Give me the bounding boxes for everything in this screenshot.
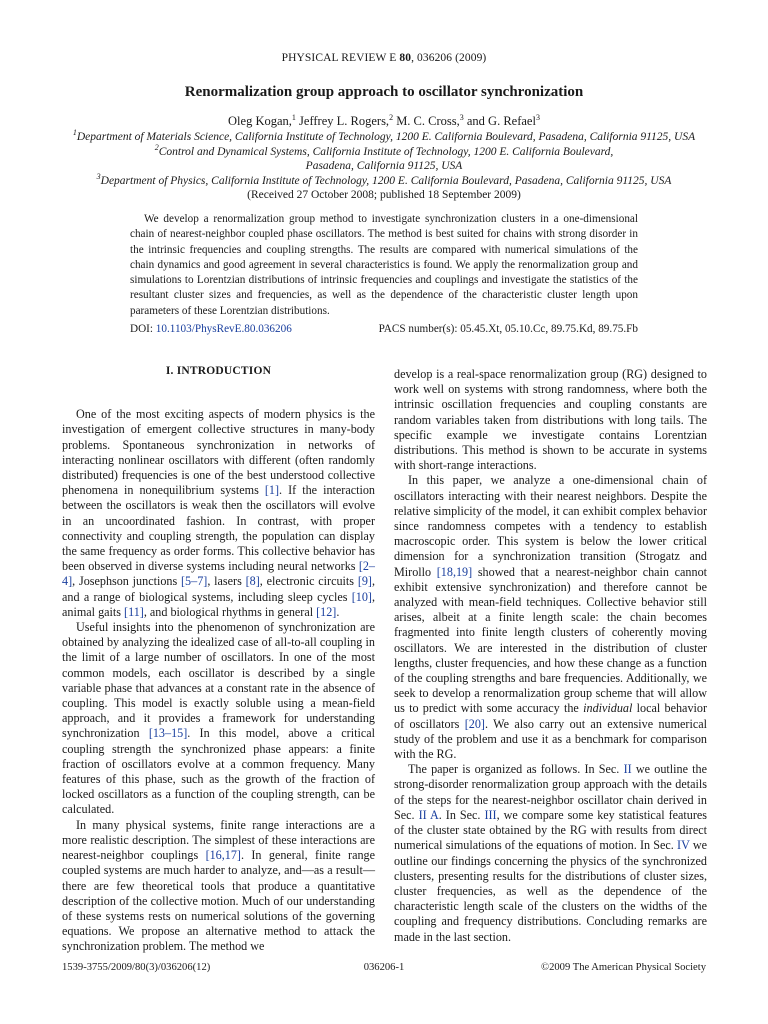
citation-link[interactable]: [5–7] (181, 574, 208, 589)
author-affiliation-mark: 3 (459, 112, 464, 122)
paragraph-text: , Josephson junctions (72, 574, 182, 589)
affiliation-number: 2 (154, 142, 159, 152)
paragraph-text: , animal gaits (62, 589, 375, 619)
paragraph-text: . In general, finite range coupled systems are much harder to analyze, and—as a result—there are few theoretical tools that produce a quantitative description of the collective motion. Much of our understanding of these systems rests on numerical solutions of the governing equations. We propose an alternative method to attack the synchronization problem. The method we (62, 848, 375, 954)
affiliation-number: 3 (96, 171, 101, 181)
paragraph-text: . In this model, above a critical coupling strength the synchronized phase appears: a finite fraction of oscillators evolve at a common frequency. Many features of this phase, such as the growth of the fraction of locked oscillators as a function of the coupling strength, can be calculated. (62, 726, 375, 817)
paragraph-text: , electronic circuits (259, 574, 358, 589)
doi (130, 323, 292, 335)
paragraph-text: local behavior of oscillators (394, 701, 707, 731)
journal-header (0, 52, 768, 64)
body-paragraph (394, 473, 707, 762)
paragraph-text: The paper is organized as follows. In Sec. (408, 762, 624, 777)
citation-link[interactable]: II A (418, 807, 439, 822)
author-list (0, 114, 768, 129)
paragraph-text: . (336, 604, 340, 619)
left-column (62, 364, 375, 955)
citation-link[interactable]: [12] (316, 604, 337, 619)
right-column-body (394, 367, 707, 945)
paper-title: Renormalization group approach to oscillator synchronization (184, 84, 584, 100)
affiliation-2-continued: Pasadena, California 91125, USA (305, 160, 463, 173)
footer-copyright: ©2009 The American Physical Society (541, 962, 706, 973)
received-date: (Received 27 October 2008; published 18 September 2009) (247, 189, 521, 202)
affiliations (0, 130, 768, 203)
footer-page-number: 036206-1 (363, 962, 405, 973)
page-footer (62, 962, 706, 976)
body-paragraph (62, 407, 375, 620)
citation-link[interactable]: [11] (124, 604, 144, 619)
author-name: and G. Refael (463, 114, 536, 128)
author-name: Jeffrey L. Rogers, (295, 114, 390, 128)
paragraph-text: , lasers (207, 574, 246, 589)
body-paragraph (394, 367, 707, 473)
affiliation-number: 1 (72, 128, 77, 138)
journal-article-number: , 036206 (2009) (411, 52, 487, 64)
paragraph-text: develop is a real-space renormalization group (RG) designed to work well on systems with strong randomness, where both the intrinsic oscillation frequencies and coupling constants are random variables taken from distributions with long tails. The specific example we investigate contains Lorentzian distributions. This method is shown to be accurate in systems with short-range interactions. (394, 367, 707, 473)
body-paragraph (62, 620, 375, 818)
paragraph-text: Useful insights into the phenomenon of synchronization are obtained by analyzing the idealized case of all-to-all coupling in the limit of a large number of oscillators. In one of the most common models, each oscillator is described by a single variable phase that advances at a constant rate in the absence of coupling. This model is exactly soluble using a mean-field approach, and it provides a framework for understanding synchronization (62, 620, 375, 741)
emphasis-text: individual (583, 701, 633, 716)
affiliation-2 (0, 142, 768, 160)
paragraph-text: showed that a nearest-neighbor chain cannot exhibit extensive synchronization) and therefore cannot be analyzed with mean-field techniques. Collective behavior still arises, albeit at a finite length scale: the chain becomes fragmented into finite length clusters of coherently moving oscillators. We are interested in the distribution of cluster lengths, cluster frequencies, and how these change as a function of the coupling strengths and bare frequencies. Additionally, we seek to develop a renormalization group scheme that will allow us to predict with some accuracy the (394, 564, 708, 716)
footer-issn: 1539-3755/2009/80(3)/036206(12) (62, 962, 211, 973)
citation-link[interactable]: [10] (351, 589, 372, 604)
right-column (394, 367, 707, 945)
citation-link[interactable]: [18,19] (436, 564, 473, 579)
author-affiliation-mark: 1 (291, 112, 296, 122)
paragraph-text: . We also carry out an extensive numerical study of the problem and use it as a benchmark for comparison with the RG. (394, 716, 707, 762)
left-column-body (62, 407, 375, 954)
paragraph-text: we outline the strong-disorder renormalization group approach with the details of the steps for the nearest-neighbor oscillator chain derived in Sec. (394, 762, 708, 822)
affiliation-text: Department of Materials Science, California Institute of Technology, 1200 E. California Boulevard, Pasadena, California 91125, USA (76, 131, 696, 143)
author-affiliation-mark: 3 (535, 112, 540, 122)
journal-name: PHYSICAL REVIEW E (281, 52, 400, 64)
paragraph-text: . If the interaction between the oscillators is weak then the oscillators will evolve in an uncoordinated fashion. In contrast, with proper connectivity and coupling strength, the population can display the same frequency as order forms. This collective behavior has been observed in diverse systems including neural networks (62, 483, 375, 574)
paragraph-text: . In Sec. (438, 807, 485, 822)
author-name: Oleg Kogan, (228, 114, 292, 128)
body-paragraph (394, 762, 707, 944)
citation-link[interactable]: [20] (464, 716, 485, 731)
paragraph-text: One of the most exciting aspects of modern physics is the investigation of emergent collective structures in many-body problems. Spontaneous synchronization in networks of interacting nonlinear oscillators with different (often randomly distributed) frequencies is one of the best understood collective phenomena in nonequilibrium systems (62, 407, 375, 498)
citation-link[interactable]: [9] (357, 574, 372, 589)
paragraph-text: we outline our findings concerning the physics of the synchronized clusters, presenting results for the distributions of cluster sizes, cluster frequencies, as well as the dependence of the characteristic length scale of the clusters on the widths of the coupling and frequency distributions. Concluding remarks are made in the last section. (394, 838, 707, 944)
paragraph-text: In many physical systems, finite range interactions are a more realistic description. The simplest of these interactions are nearest-neighbor couplings (62, 817, 375, 863)
citation-link[interactable]: III (484, 807, 497, 822)
journal-volume: 80 (399, 52, 412, 64)
citation-link[interactable]: [16,17] (205, 848, 241, 863)
citation-link[interactable]: [13–15] (148, 726, 188, 741)
affiliation-1 (0, 130, 768, 145)
author-affiliation-mark: 2 (389, 112, 394, 122)
citation-link[interactable]: IV (677, 838, 690, 853)
abstract: We develop a renormalization group method to investigate synchronization clusters in a one-dimensional chain of nearest-neighbor coupled phase oscillators. The method is best suited for chains with strong disorder in the intrinsic frequencies and coupling strengths. The results are compared with numerical simulations of the chain dynamics and good agreement in several characteristics is found. We apply the renormalization group and simulations to Lorentzian distributions of intrinsic frequencies and couplings and investigate the statistics of the resultant cluster sizes and frequencies, as well as the dependence of the characteristic cluster length upon parameters of these Lorentzian distributions. (130, 213, 638, 317)
affiliation-3 (0, 171, 768, 189)
citation-link[interactable]: [1] (264, 483, 280, 498)
affiliation-text: Control and Dynamical Systems, California Institute of Technology, 1200 E. California Boulevard, (158, 145, 614, 158)
doi-label: DOI: (130, 323, 156, 335)
paragraph-text: , and biological rhythms in general (143, 604, 317, 619)
doi-link[interactable]: 10.1103/PhysRevE.80.036206 (155, 323, 292, 335)
pacs-numbers: PACS number(s): 05.45.Xt, 05.10.Cc, 89.75.Kd, 89.75.Fb (378, 323, 638, 335)
paragraph-text: , and a range of biological systems, including sleep cycles (62, 574, 376, 604)
citation-link[interactable]: II (623, 762, 632, 777)
citation-link[interactable]: [2–4] (62, 559, 375, 589)
citation-link[interactable]: [8] (245, 574, 260, 589)
paragraph-text: , we compare some key statistical features of the cluster state obtained by the RG with results from direct numerical simulations of the equations of motion. In Sec. (394, 807, 708, 853)
affiliation-text: Department of Physics, California Institute of Technology, 1200 E. California Boulevard, Pasadena, California 91125, USA (100, 174, 672, 187)
section-heading: I. INTRODUCTION (165, 365, 272, 377)
author-name: M. C. Cross, (393, 114, 460, 128)
paragraph-text: In this paper, we analyze a one-dimensional chain of oscillators interacting with their nearest neighbors. Despite the relative simplicity of the model, it can exhibit complex behavior since randomness competes with a tendency to establish macroscopic order. This system is below the lower critical dimension for a synchronization transition (Strogatz and Mirollo (394, 473, 707, 579)
body-paragraph (62, 818, 375, 955)
